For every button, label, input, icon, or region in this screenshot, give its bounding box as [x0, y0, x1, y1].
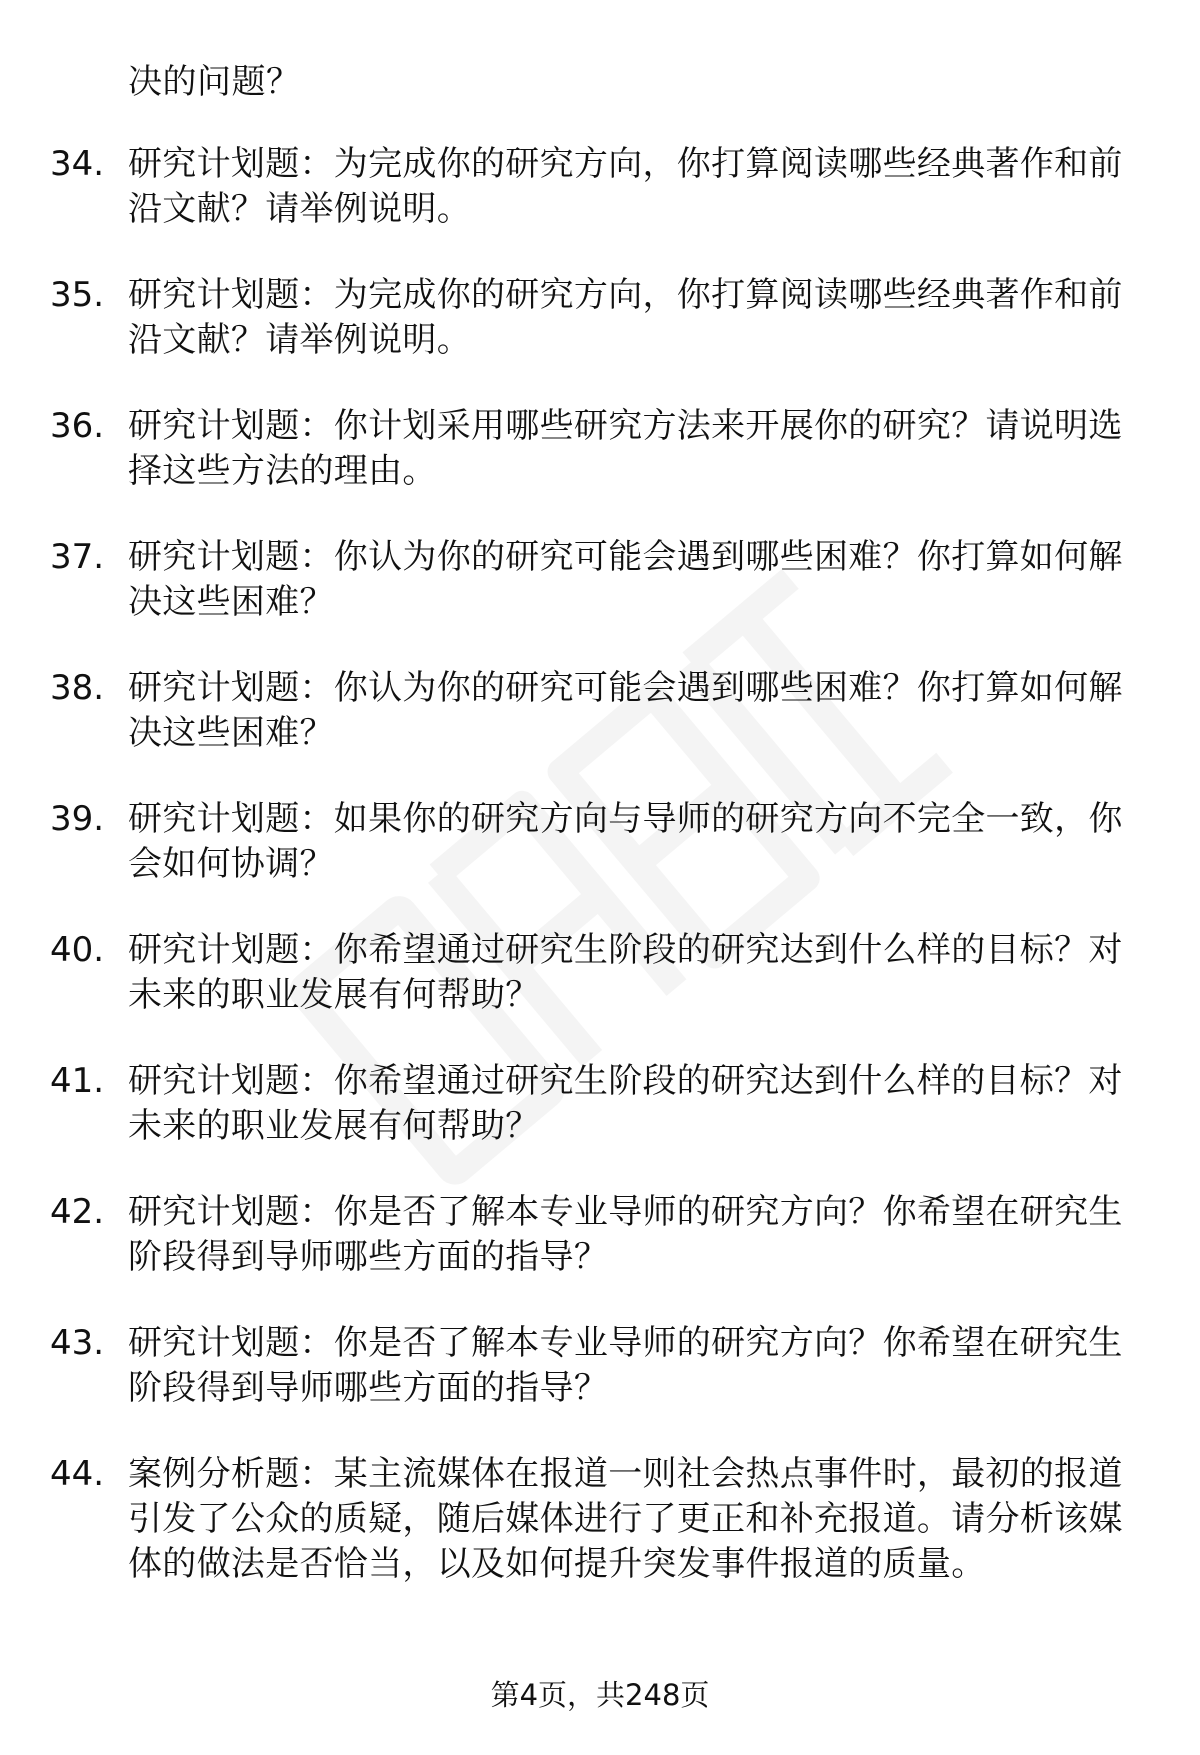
question-text: 研究计划题：为完成你的研究方向，你打算阅读哪些经典著作和前沿文献？请举例说明。 — [128, 275, 1123, 360]
question-item — [50, 797, 1150, 928]
question-item — [50, 1059, 1150, 1190]
question-number: 34. — [50, 144, 105, 184]
question-text: 研究计划题：你是否了解本专业导师的研究方向？你希望在研究生阶段得到导师哪些方面的指导？ — [128, 1192, 1123, 1277]
question-number: 35. — [50, 275, 105, 315]
question-text: 研究计划题：如果你的研究方向与导师的研究方向不完全一致，你会如何协调？ — [128, 799, 1123, 884]
question-item — [50, 666, 1150, 797]
question-number: 44. — [50, 1454, 105, 1494]
question-text: 研究计划题：你认为你的研究可能会遇到哪些困难？你打算如何解决这些困难？ — [128, 668, 1123, 753]
question-number: 42. — [50, 1192, 105, 1232]
question-text: 研究计划题：你计划采用哪些研究方法来开展你的研究？请说明选择这些方法的理由。 — [128, 406, 1123, 491]
question-number: 37. — [50, 537, 105, 577]
question-number: 39. — [50, 799, 105, 839]
question-item — [50, 1190, 1150, 1321]
question-item — [50, 1452, 1150, 1628]
question-item — [50, 273, 1150, 404]
question-text: 案例分析题：某主流媒体在报道一则社会热点事件时，最初的报道引发了公众的质疑，随后媒体进行了更正和补充报道。请分析该媒体的做法是否恰当，以及如何提升突发事件报道的质量。 — [128, 1454, 1123, 1584]
question-item — [50, 404, 1150, 535]
page-number-footer: 第4页，共248页 — [490, 1678, 710, 1712]
question-number: 38. — [50, 668, 105, 708]
question-text: 研究计划题：你希望通过研究生阶段的研究达到什么样的目标？对未来的职业发展有何帮助？ — [128, 1061, 1123, 1146]
question-number: 43. — [50, 1323, 105, 1363]
question-item — [50, 142, 1150, 273]
question-text: 研究计划题：为完成你的研究方向，你打算阅读哪些经典著作和前沿文献？请举例说明。 — [128, 144, 1123, 229]
question-text: 研究计划题：你认为你的研究可能会遇到哪些困难？你打算如何解决这些困难？ — [128, 537, 1123, 622]
question-item — [50, 535, 1150, 666]
question-text: 研究计划题：你希望通过研究生阶段的研究达到什么样的目标？对未来的职业发展有何帮助？ — [128, 930, 1123, 1015]
question-number: 36. — [50, 406, 105, 446]
question-list — [50, 142, 1150, 1628]
question-item — [50, 928, 1150, 1059]
question-item — [50, 1321, 1150, 1452]
question-number: 41. — [50, 1061, 105, 1101]
question-number: 40. — [50, 930, 105, 970]
question-text: 研究计划题：你是否了解本专业导师的研究方向？你希望在研究生阶段得到导师哪些方面的指导？ — [128, 1323, 1123, 1408]
continued-question-text: 决的问题？ — [128, 62, 301, 102]
